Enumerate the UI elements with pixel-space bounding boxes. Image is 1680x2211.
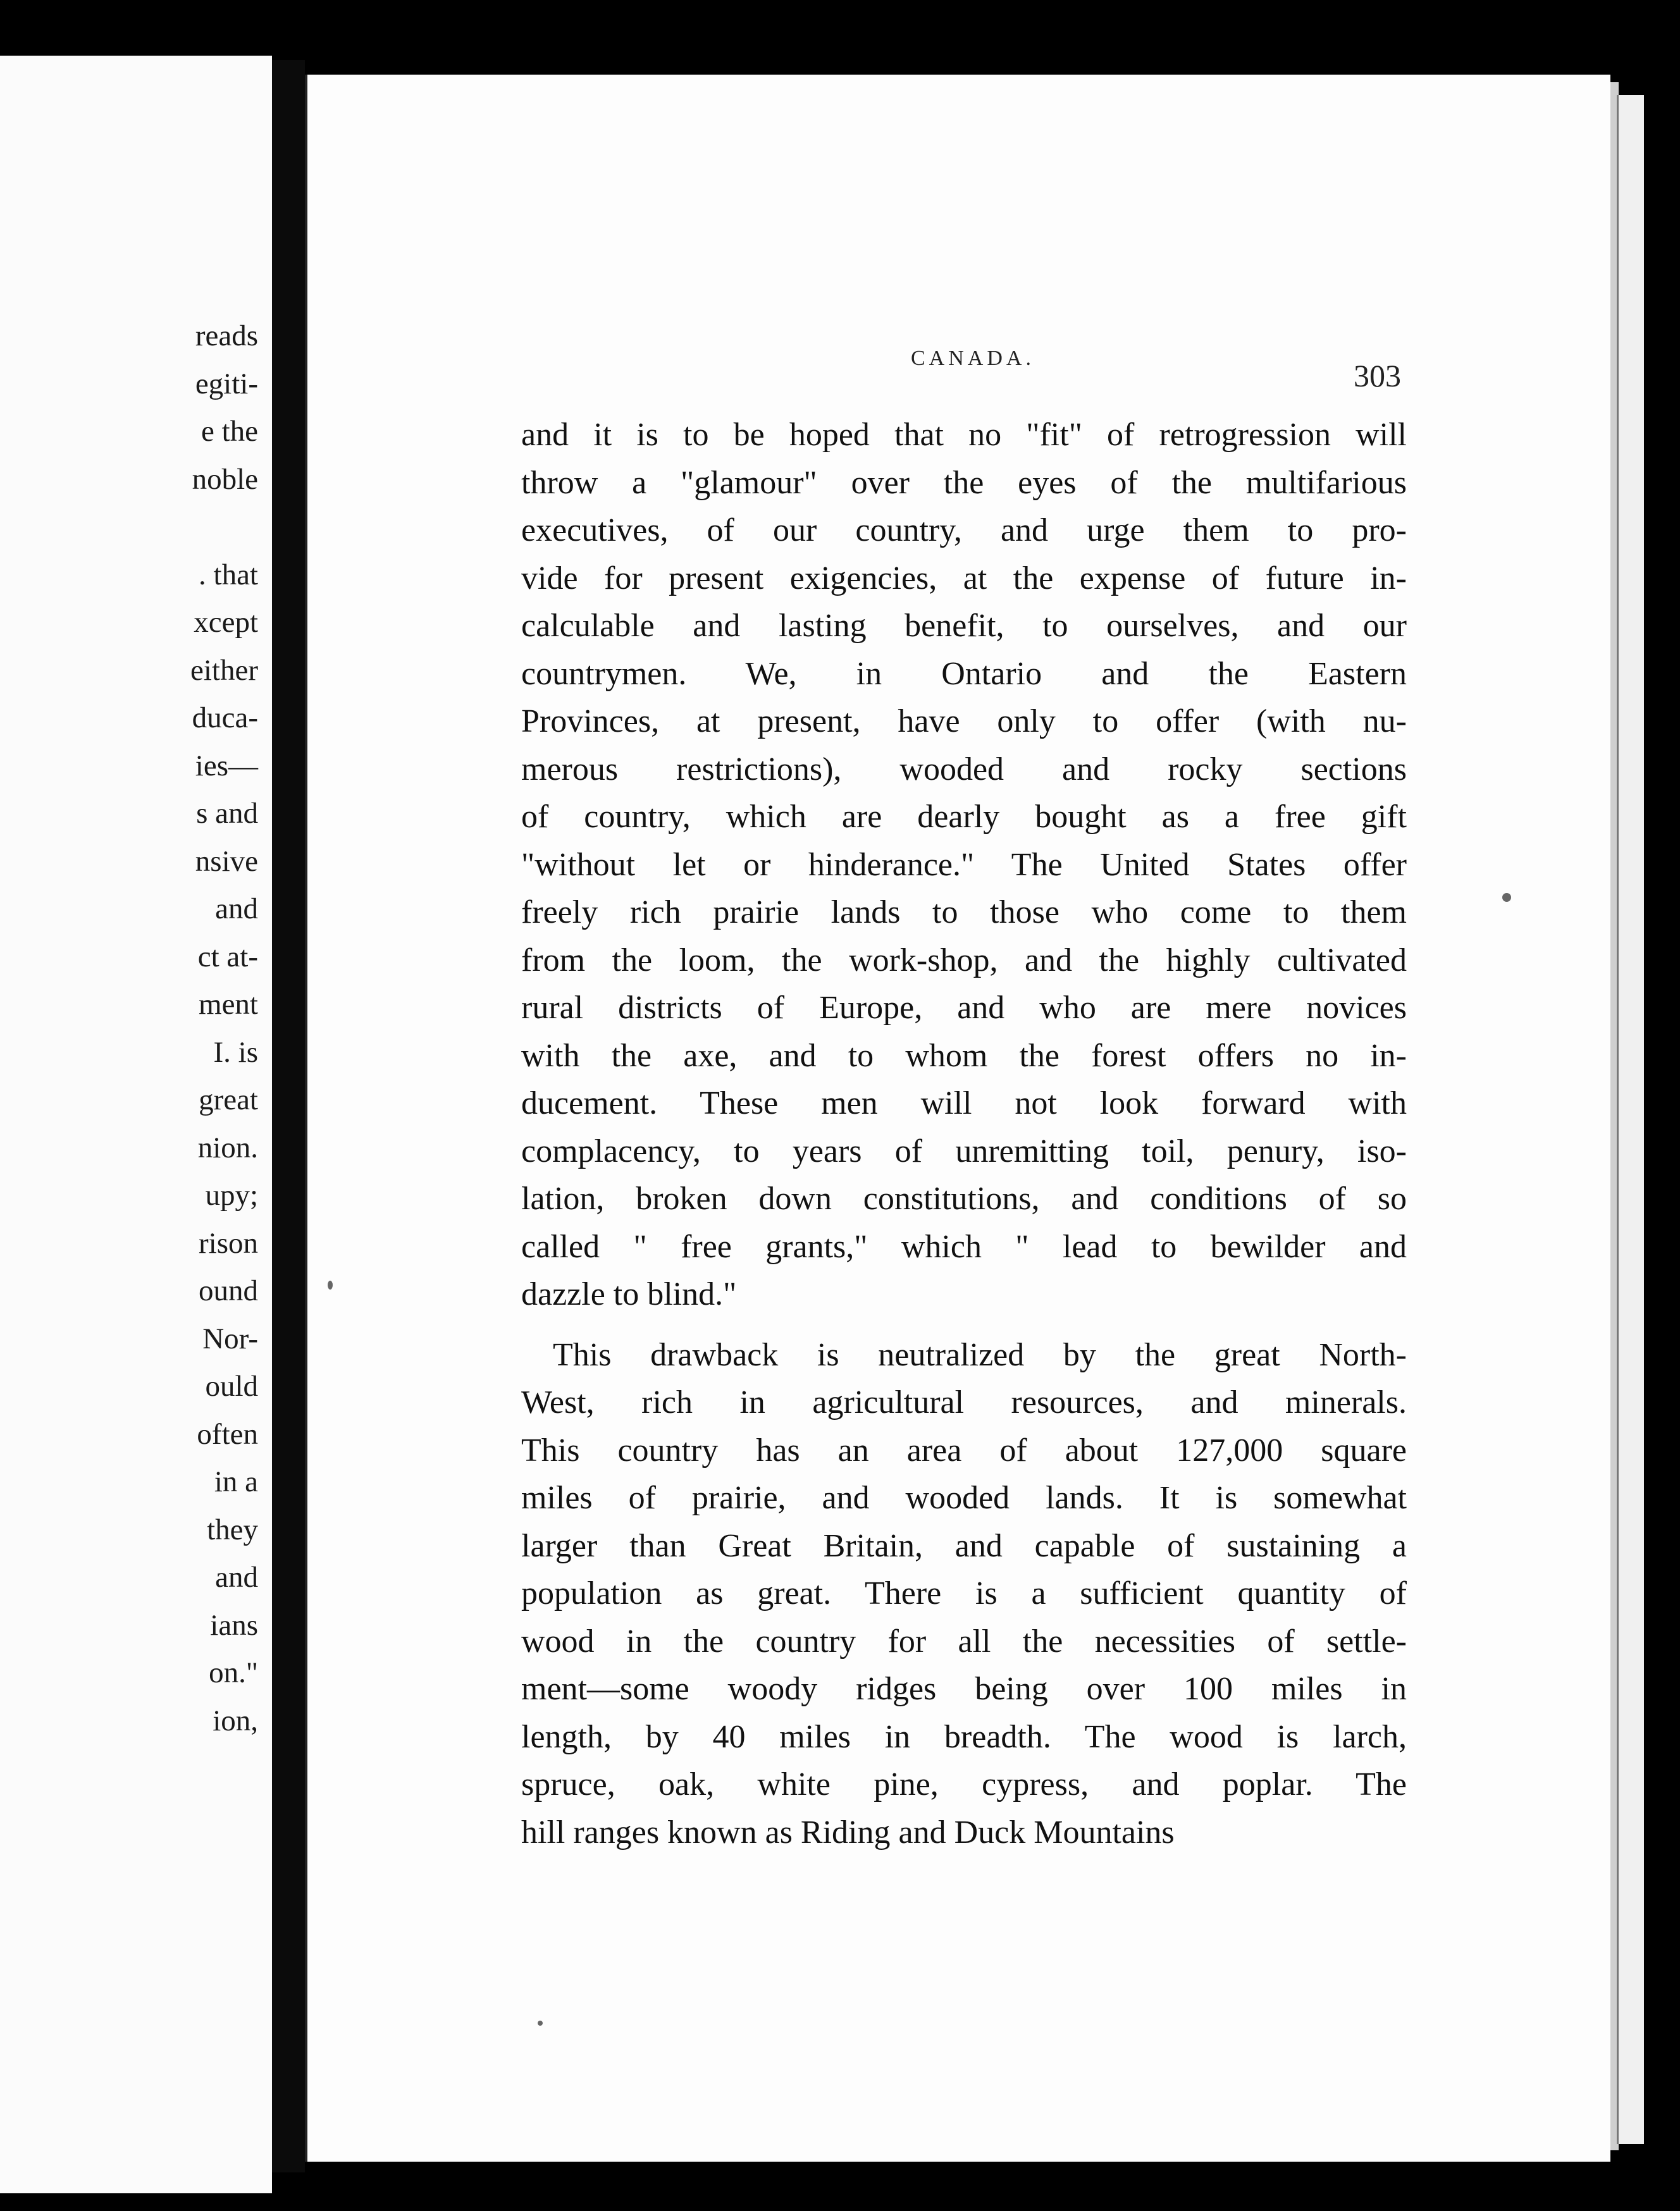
text-line: "without let or hinderance." The United States offer: [521, 846, 1407, 883]
facing-page-line: duca-: [192, 701, 258, 734]
facing-page-line: they: [207, 1513, 258, 1546]
scan-speck: [328, 1281, 333, 1290]
text-line: Provinces, at present, have only to offer (with nu-: [521, 703, 1407, 739]
facing-page-line: . that: [199, 558, 258, 591]
paragraph-gap: [521, 1319, 1407, 1331]
facing-page-line: ment: [199, 988, 258, 1021]
text-line: lation, broken down constitutions, and conditions of so: [521, 1181, 1407, 1217]
facing-page-line: ound: [199, 1274, 258, 1307]
facing-page-line: on.": [209, 1656, 258, 1689]
text-line: larger than Great Britain, and capable of sustaining a: [521, 1527, 1407, 1564]
facing-page-line: rison: [199, 1226, 258, 1260]
page-number: 303: [1354, 358, 1401, 393]
facing-page-line: often: [197, 1417, 258, 1451]
text-line: called " free grants," which " lead to bewilder and: [521, 1228, 1407, 1265]
facing-page-line: xcept: [194, 606, 258, 639]
facing-page-line: egiti-: [195, 367, 258, 400]
facing-page-line: ion,: [213, 1704, 258, 1737]
facing-page-line: and: [215, 892, 258, 925]
text-line: throw a "glamour" over the eyes of the multifarious: [521, 464, 1407, 501]
facing-page-line: nsive: [195, 844, 258, 878]
page-body-text: [521, 411, 1407, 1856]
page-edge-outer: [1617, 95, 1644, 2144]
text-line: countrymen. We, in Ontario and the Eastern: [521, 655, 1407, 692]
facing-page-line: either: [190, 653, 258, 687]
text-line: of country, which are dearly bought as a free gift: [521, 799, 1407, 835]
text-line: hill ranges known as Riding and Duck Mountains: [521, 1814, 1175, 1851]
text-line: merous restrictions), wooded and rocky sections: [521, 751, 1407, 787]
book-gutter: [272, 60, 305, 2172]
text-line: length, by 40 miles in breadth. The wood is larch,: [521, 1718, 1407, 1755]
facing-page-line: in a: [214, 1465, 258, 1498]
text-line: freely rich prairie lands to those who come to them: [521, 894, 1407, 930]
facing-page-line: s and: [196, 797, 258, 830]
text-line: This drawback is neutralized by the great North-: [553, 1336, 1407, 1373]
text-line: This country has an area of about 127,000 square: [521, 1432, 1407, 1469]
facing-page-line: and: [215, 1561, 258, 1594]
text-line: and it is to be hoped that no "fit" of retrogression will: [521, 417, 1407, 453]
facing-page-line: ct at-: [197, 940, 258, 973]
text-line: population as great. There is a sufficient quantity of: [521, 1575, 1407, 1611]
running-head: CANADA.: [911, 347, 1035, 370]
facing-page-line: ians: [210, 1608, 258, 1642]
facing-page-line: upy;: [205, 1179, 258, 1212]
text-line: executives, of our country, and urge them to pro-: [521, 512, 1407, 548]
text-line: vide for present exigencies, at the expense of future in-: [521, 560, 1407, 596]
text-line: rural districts of Europe, and who are mere novices: [521, 990, 1407, 1026]
facing-page-line: Nor-: [202, 1322, 258, 1355]
facing-page-line: reads: [195, 319, 258, 352]
facing-page-line: noble: [192, 462, 258, 496]
text-line: ducement. These men will not look forward with: [521, 1085, 1407, 1121]
text-line: complacency, to years of unremitting toil, penury, iso-: [521, 1133, 1407, 1169]
facing-page-line: nion.: [197, 1131, 258, 1164]
facing-page-line: great: [199, 1083, 258, 1116]
facing-page-fragment: [0, 56, 272, 2193]
text-line: wood in the country for all the necessities of settle-: [521, 1623, 1407, 1660]
text-line: West, rich in agricultural resources, and minerals.: [521, 1384, 1407, 1420]
facing-page-line: e the: [201, 415, 258, 448]
facing-page-line: ies—: [195, 749, 258, 782]
text-line: ment—some woody ridges being over 100 miles in: [521, 1671, 1407, 1707]
text-line: dazzle to blind.": [521, 1276, 737, 1312]
facing-page-line: I. is: [213, 1035, 258, 1069]
text-line: from the loom, the work-shop, and the highly cultivated: [521, 942, 1407, 978]
text-line: spruce, oak, white pine, cypress, and poplar. The: [521, 1766, 1407, 1802]
text-line: with the axe, and to whom the forest offers no in-: [521, 1037, 1407, 1074]
text-line: miles of prairie, and wooded lands. It is somewhat: [521, 1480, 1407, 1516]
text-line: calculable and lasting benefit, to ourselves, and our: [521, 608, 1407, 644]
scan-speck: [1502, 893, 1511, 902]
facing-page-line: ould: [205, 1370, 258, 1403]
scan-speck: [538, 2021, 543, 2026]
